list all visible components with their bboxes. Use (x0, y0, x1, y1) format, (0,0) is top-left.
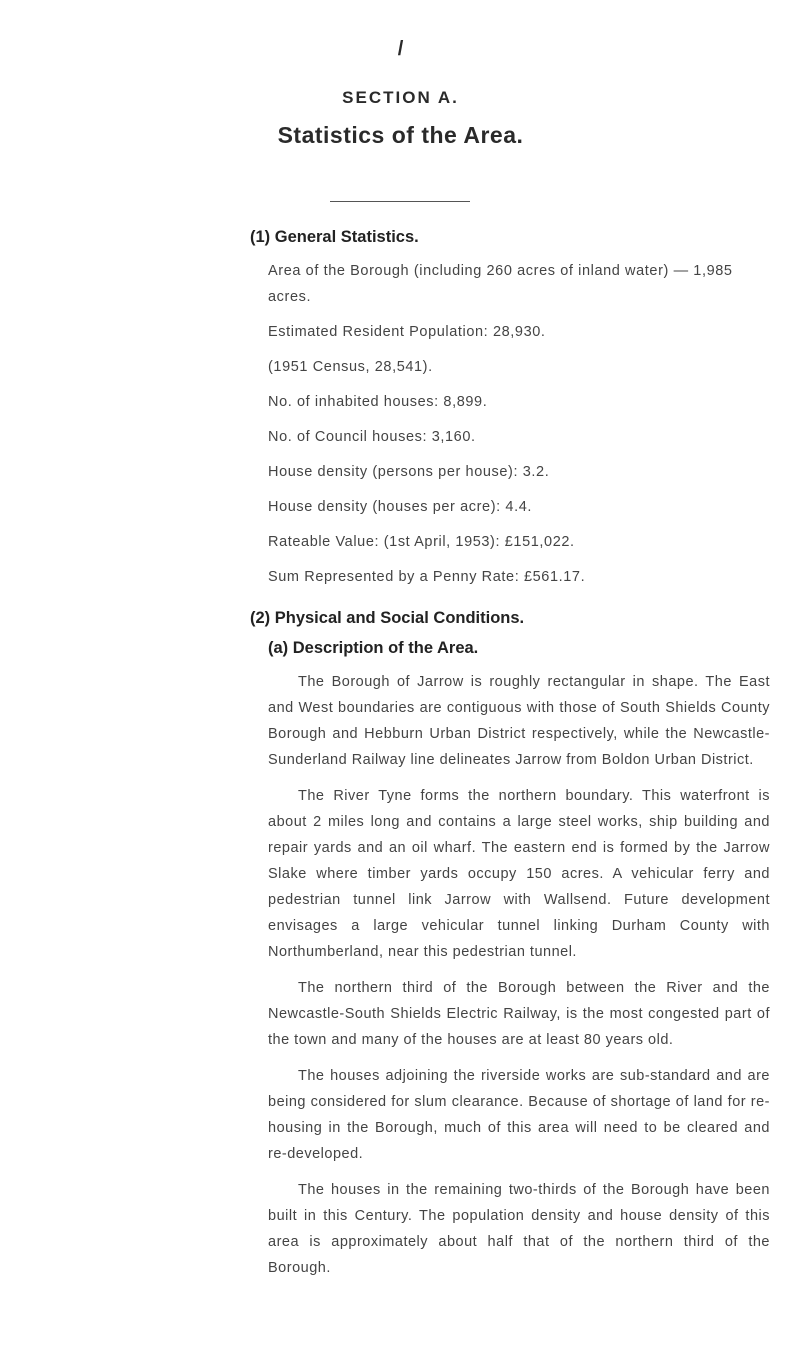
physical-conditions-heading: (2) Physical and Social Conditions. (250, 609, 525, 627)
stat-inhabited-houses: No. of inhabited houses: 8,899. (268, 394, 488, 410)
stat-houses-per-acre: House density (houses per acre): 4.4. (268, 499, 532, 515)
general-statistics-heading: (1) General Statistics. (250, 228, 419, 246)
stat-council-houses: No. of Council houses: 3,160. (268, 429, 476, 445)
stat-census: (1951 Census, 28,541). (268, 359, 433, 375)
stat-rateable-value: Rateable Value: (1st April, 1953): £151,022. (268, 534, 575, 550)
paragraph: The houses adjoining the riverside works are sub-standard and are being considered for slum clearance. Because of shortage of land for re-housing in the Borough, much of this area will need to be cleared and re-developed. (268, 1068, 770, 1162)
paragraph: The houses in the remaining two-thirds of the Borough have been built in this Century. The population density and house density of this area is approximately about half that of the northern third of the Borough. (268, 1182, 770, 1276)
section-label: SECTION A. (342, 88, 459, 107)
document-body (250, 228, 770, 1291)
general-statistics-list (250, 258, 770, 590)
stat-area: Area of the Borough (including 260 acres of inland water) — 1,985 acres. (268, 263, 733, 305)
page-number: / (397, 38, 404, 60)
stat-penny-rate: Sum Represented by a Penny Rate: £561.17. (268, 569, 586, 585)
stat-population: Estimated Resident Population: 28,930. (268, 324, 546, 340)
area-description-text (250, 669, 770, 1281)
paragraph: The River Tyne forms the northern boundary. This waterfront is about 2 miles long and contains a large steel works, ship building and repair yards and an oil wharf. The eastern end is formed by the Jarrow Slake where timber yards occupy 150 acres. A vehicular ferry and pedestrian tunnel link Jarrow with Wallsend. Future development envisages a large vehicular tunnel linking Durham County with Northumberland, near this pedestrian tunnel. (268, 788, 770, 960)
paragraph: The Borough of Jarrow is roughly rectangular in shape. The East and West boundaries are contiguous with those of South Shields County Borough and Hebburn Urban District respectively, while the Newcastle-Sunderland Railway line delineates Jarrow from Boldon Urban District. (268, 674, 770, 768)
title-divider (330, 201, 470, 202)
stat-persons-per-house: House density (persons per house): 3.2. (268, 464, 550, 480)
area-description-heading: (a) Description of the Area. (268, 639, 479, 657)
page-title: Statistics of the Area. (277, 122, 524, 148)
paragraph: The northern third of the Borough between the River and the Newcastle-South Shields Electric Railway, is the most congested part of the town and many of the houses are at least 80 years old. (268, 980, 770, 1048)
